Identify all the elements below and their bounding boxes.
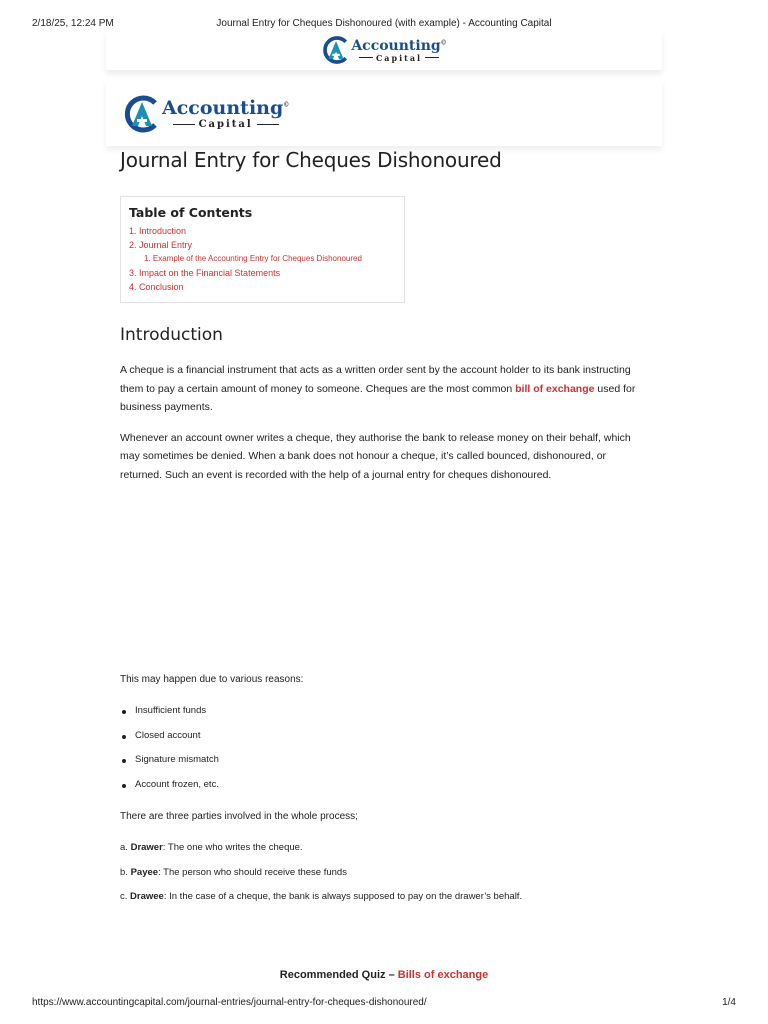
sticky-header [106,30,662,70]
quiz-link[interactable]: Bills of exchange [397,969,489,981]
sticky-logo[interactable] [321,35,446,65]
article-content [120,146,642,910]
parties-list [120,836,642,910]
list-item: Closed account [120,724,642,749]
list-item: Account frozen, etc. [120,773,642,798]
paragraph-dishonour: Whenever an account owner writes a cheque, they authorise the bank to release money on their behalf, which may sometimes be denied. When a bank does not honour a cheque, it’s called bounced, dishonoured, or returned. Such an event is recorded with the help of a journal entry for cheques dishonoured. [120,431,631,481]
reasons-intro: This may happen due to various reasons: [120,674,304,685]
list-item: Signature mismatch [120,748,642,773]
print-url: https://www.accountingcapital.com/journal-entries/journal-entry-for-cheques-dishonoured/ [32,997,427,1008]
paragraph-intro: A cheque is a financial instrument that acts as a written order sent by the account holder to its bank instructing them to pay a certain amount of money to someone. Cheques are the most common bill of exchange used for business payments. [120,364,636,413]
toc-title: Table of Contents [129,205,253,220]
toc-item-introduction[interactable]: 1. Introduction [129,226,187,236]
page-number: 1/4 [722,997,736,1008]
logo-mark-icon [321,35,351,65]
toc-item-impact[interactable]: 3. Impact on the Financial Statements [129,268,281,278]
print-header [0,14,768,28]
section-heading-introduction: Introduction [120,325,223,345]
toc-list [129,224,396,294]
print-date: 2/18/25, 12:24 PM [32,18,114,29]
header-logo[interactable] [122,94,289,134]
list-item-payee: b. Payee: The person who should receive these funds [120,866,347,878]
logo-word: Accounting© [162,96,290,119]
logo-sub: Capital [169,120,283,130]
site-header [106,80,662,146]
list-item: Insufficient funds [120,699,642,724]
recommended-quiz: Recommended Quiz – Bills of exchange [279,969,489,981]
print-doc-title: Journal Entry for Cheques Dishonoured (with example) - Accounting Capital [216,18,552,29]
toc-item-journal-entry[interactable]: 2. Journal Entry [129,240,193,250]
logo-sub: Capital [356,54,442,62]
page-title: Journal Entry for Cheques Dishonoured [120,148,502,172]
list-item-drawee: c. Drawee: In the case of a cheque, the bank is always supposed to pay on the drawer’s behalf. [120,891,523,902]
ad-placeholder [120,484,642,674]
logo-mark-icon [122,94,162,134]
parties-intro: There are three parties involved in the whole process; [120,811,358,822]
reasons-list [120,699,642,797]
table-of-contents [120,196,405,303]
logo-word: Accounting© [351,37,447,54]
toc-item-example[interactable]: 1. Example of the Accounting Entry for Cheques Dishonoured [144,254,362,263]
bill-of-exchange-link[interactable]: bill of exchange [515,382,595,395]
list-item-drawer: a. Drawer: The one who writes the cheque. [120,842,303,853]
toc-item-conclusion[interactable]: 4. Conclusion [129,282,184,292]
